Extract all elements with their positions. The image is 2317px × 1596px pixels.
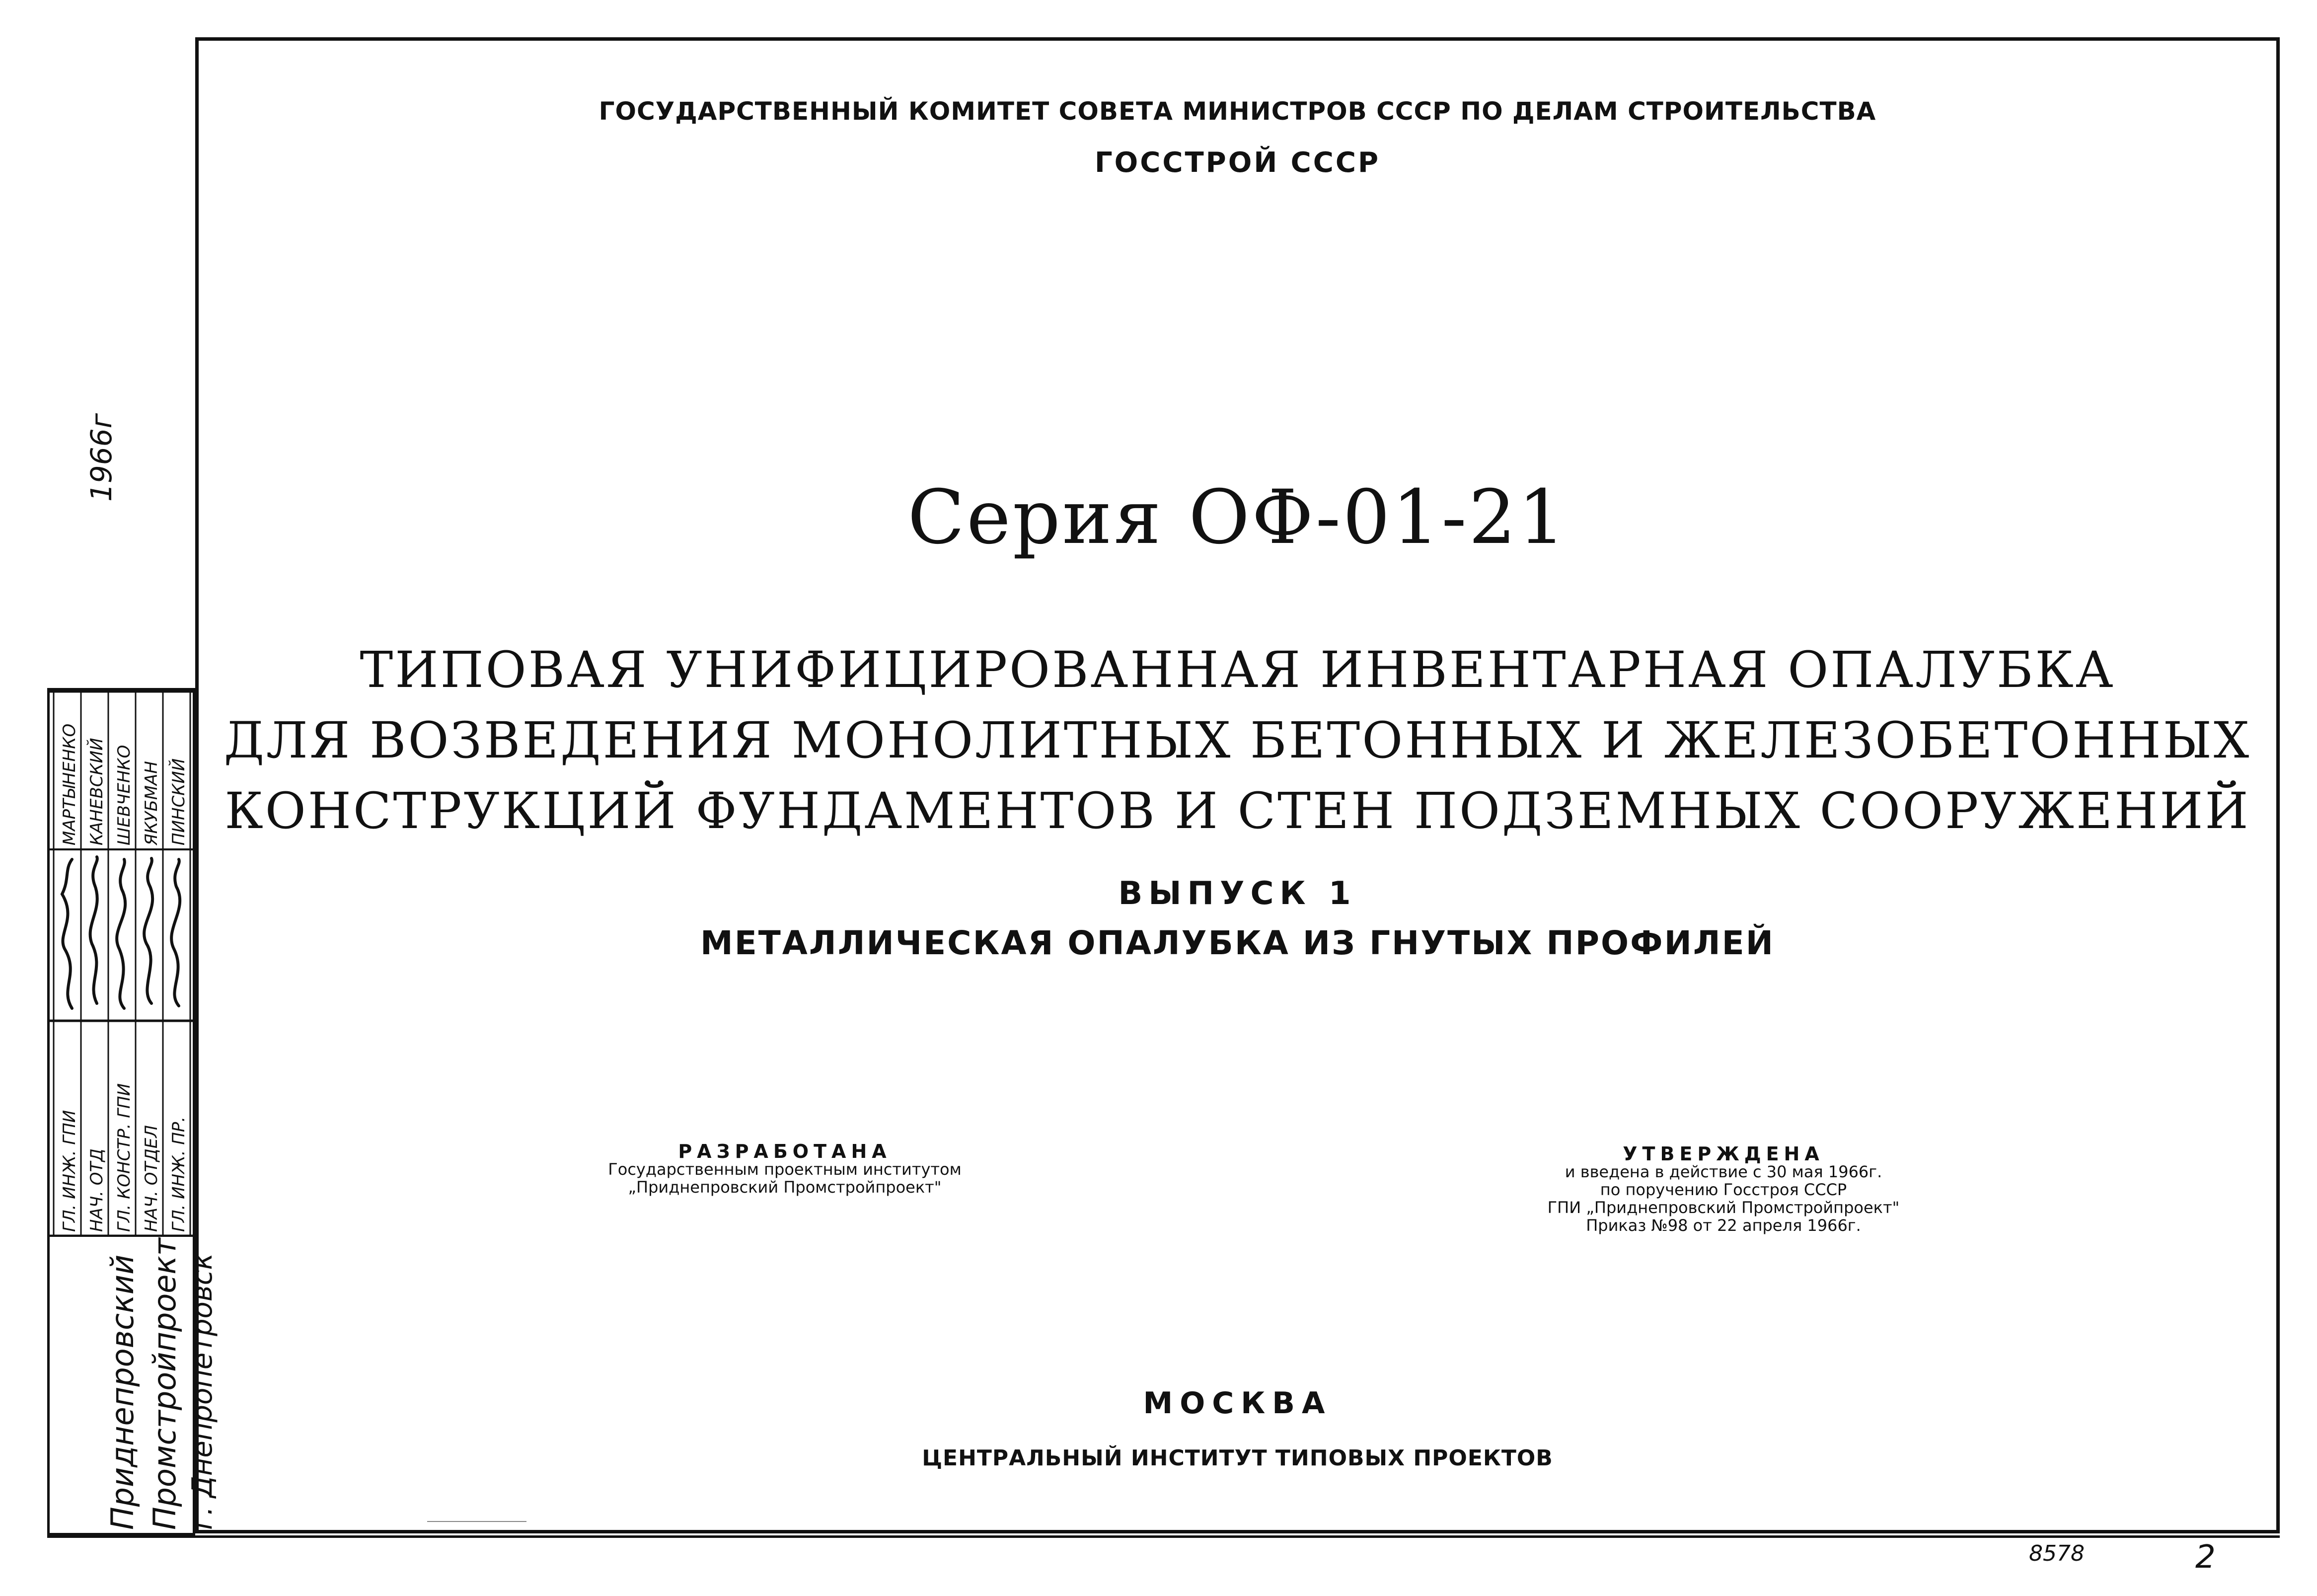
issue-subtitle: МЕТАЛЛИЧЕСКАЯ ОПАЛУБКА ИЗ ГНУТЫХ ПРОФИЛЕЙ: [700, 924, 1775, 962]
signature-mark: [144, 858, 152, 1003]
sheet-number: 2: [2195, 1539, 2216, 1576]
stamp-role: ГЛ. КОНСТР. ГПИ: [114, 1083, 134, 1232]
stamp-role-cell: [54, 1021, 81, 1236]
title-line-3: КОНСТРУКЦИЙ ФУНДАМЕНТОВ И СТЕН ПОДЗЕМНЫХ СООРУЖЕНИЙ: [224, 782, 2250, 840]
stamp-name-cell: [136, 690, 163, 849]
sheet-code: 8578: [2029, 1541, 2085, 1566]
series-title: Серия ОФ-01-21: [907, 474, 1568, 561]
stamp-org-line-3: г. Днепропетровск: [186, 1253, 219, 1530]
stamp-role: ГЛ. ИНЖ. ПР.: [169, 1116, 189, 1232]
stamp-role-cell: [108, 1021, 136, 1236]
signature-mark: [171, 859, 180, 1006]
approved-heading: УТВЕРЖДЕНА: [1623, 1143, 1824, 1165]
stamp-name: КАНЕВСКИЙ: [87, 738, 107, 845]
issue-number: ВЫПУСК 1: [1118, 875, 1357, 912]
signature-mark: [62, 859, 72, 1008]
stamp-name: ШЕВЧЕНКО: [114, 745, 134, 845]
developed-line-1: Государственным проектным институтом: [608, 1160, 962, 1179]
approved-line-4: Приказ №98 от 22 апреля 1966г.: [1586, 1216, 1861, 1235]
stamp-name-cell: [163, 690, 190, 849]
publication-city: МОСКВА: [1143, 1386, 1332, 1421]
signatures: [50, 849, 198, 1021]
stamp-org-line-1: Приднепровский: [104, 1254, 141, 1530]
approval-stamp: [47, 688, 219, 1535]
agency-header: ГОССТРОЙ СССР: [1094, 147, 1381, 179]
developed-line-2: „Приднепровский Промстройпроект": [628, 1178, 942, 1197]
signature-mark: [90, 857, 97, 1003]
stamp-name-cell: [108, 690, 136, 849]
stamp-name: ПИНСКИЙ: [169, 758, 189, 845]
stamp-name-cell: [81, 690, 108, 849]
approved-line-2: по поручению Госстроя СССР: [1600, 1180, 1847, 1199]
title-line-1: ТИПОВАЯ УНИФИЦИРОВАННАЯ ИНВЕНТАРНАЯ ОПАЛУБКА: [360, 641, 2115, 699]
publisher-institute: ЦЕНТРАЛЬНЫЙ ИНСТИТУТ ТИПОВЫХ ПРОЕКТОВ: [922, 1445, 1553, 1471]
bottom-rule: [47, 1535, 2280, 1538]
approved-line-3: ГПИ „Приднепровский Промстройпроект": [1547, 1198, 1900, 1217]
title-line-2: ДЛЯ ВОЗВЕДЕНИЯ МОНОЛИТНЫХ БЕТОННЫХ И ЖЕЛЕЗОБЕТОННЫХ: [224, 711, 2251, 769]
stamp-role: ГЛ. ИНЖ. ГПИ: [60, 1110, 79, 1232]
stamp-role-cell: [136, 1021, 163, 1236]
developed-block: [522, 1142, 1048, 1196]
committee-header: ГОСУДАРСТВЕННЫЙ КОМИТЕТ СОВЕТА МИНИСТРОВ СССР ПО ДЕЛАМ СТРОИТЕЛЬСТВА: [598, 97, 1876, 126]
margin-mark: [427, 1521, 526, 1522]
year-note: 1966г: [84, 413, 118, 502]
stamp-role: НАЧ. ОТДЕЛ: [142, 1125, 161, 1232]
stamp-organization: [50, 1237, 219, 1538]
developed-heading: РАЗРАБОТАНА: [678, 1140, 892, 1162]
signature-mark: [117, 859, 125, 1008]
stamp-role-cell: [81, 1021, 108, 1236]
stamp-role: НАЧ. ОТД: [87, 1148, 107, 1232]
approved-block: [1430, 1145, 2017, 1234]
signature-table: [50, 690, 198, 1237]
stamp-org-line-2: Промстройпроект: [147, 1237, 183, 1530]
stamp-name: МАРТЫНЕНКО: [60, 723, 79, 845]
approved-line-1: и введена в действие с 30 мая 1966г.: [1565, 1162, 1882, 1181]
stamp-name-cell: [54, 690, 81, 849]
stamp-name: ЯКУБМАН: [142, 761, 161, 845]
stamp-role-cell: [163, 1021, 190, 1236]
